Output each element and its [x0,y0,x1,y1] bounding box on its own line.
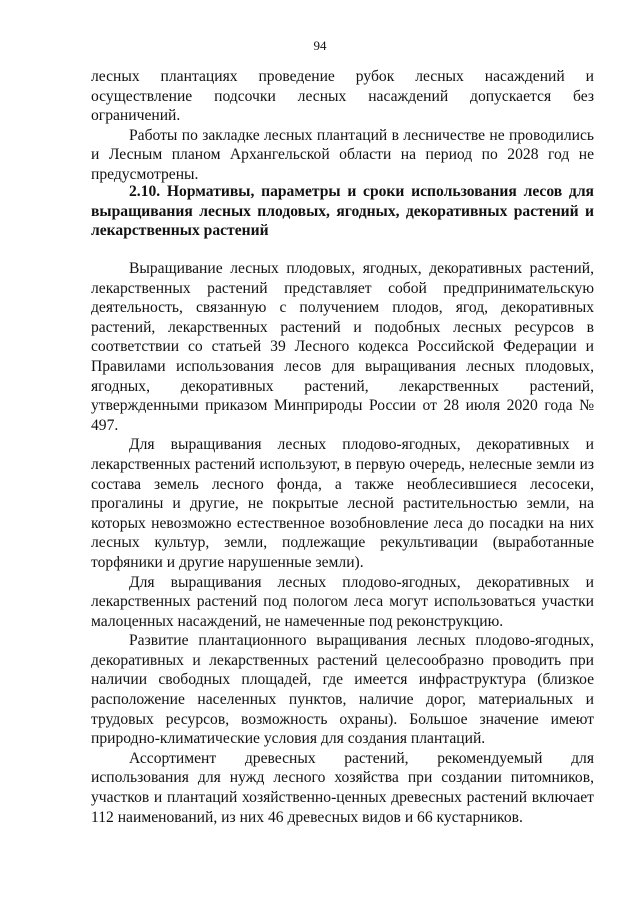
paragraph: Работы по закладке лесных плантаций в лесничестве не проводились и Лесным планом Архангельской области на период по 2028 год не предусмотрены. [91,126,594,183]
paragraph: Ассортимент древесных растений, рекомендуемый для использования для нужд лесного хозяйства при создании питомников, участков и плантаций хозяйственно-ценных древесных растений включает 112 наименований, из них 46 древесных видов и 66 кустарников. [91,749,594,826]
section-heading: 2.10. Нормативы, параметры и сроки использования лесов для выращивания лесных плодовых, ягодных, декоративных растений и лекарственных растений [91,183,594,240]
paragraph: Для выращивания лесных плодово-ягодных, декоративных и лекарственных растений под пологом леса могут использоваться участки малоценных насаждений, не намеченные под реконструкцию. [91,573,594,630]
intro-text-block [91,67,594,185]
paragraph: Для выращивания лесных плодово-ягодных, декоративных и лекарственных растений используют, в первую очередь, нелесные земли из состава земель лесного фонда, а также необлесившиеся лесосеки, прогалины и другие, не покрытые лесной растительностью земли, на которых невозможно естественное возобновление леса до посадки на них лесных культур, земли, подлежащие рекультивации (выработанные торфяники и другие нарушенные земли). [91,436,594,571]
paragraph: Развитие плантационного выращивания лесных плодово-ягодных, декоративных и лекарственных растений целесообразно проводить при наличии свободных площадей, где имеется инфраструктура (близкое расположение населенных пунктов, наличие дорог, материальных и трудовых ресурсов, возможность охраны). Большое значение имеют природно-климатические условия для создания плантаций. [91,632,594,748]
paragraph: Выращивание лесных плодовых, ягодных, декоративных растений, лекарственных растений представляет собой предпринимательскую деятельность, связанную с получением плодов, ягод, декоративных растений, лекарственных растений и подобных лесных ресурсов в соответствии со статьей 39 Лесного кодекса Российской Федерации и Правилами использования лесов для выращивания лесных плодовых, ягодных, декоративных растений, лекарственных растений, утвержденными приказом Минприроды России от 28 июля 2020 года № 497. [91,260,594,434]
page-number: 94 [313,38,327,53]
section-body [91,259,594,827]
paragraph-continuation: лесных плантациях проведение рубок лесных насаждений и осуществление подсочки лесных насаждений допускается без ограничений. [91,68,594,125]
